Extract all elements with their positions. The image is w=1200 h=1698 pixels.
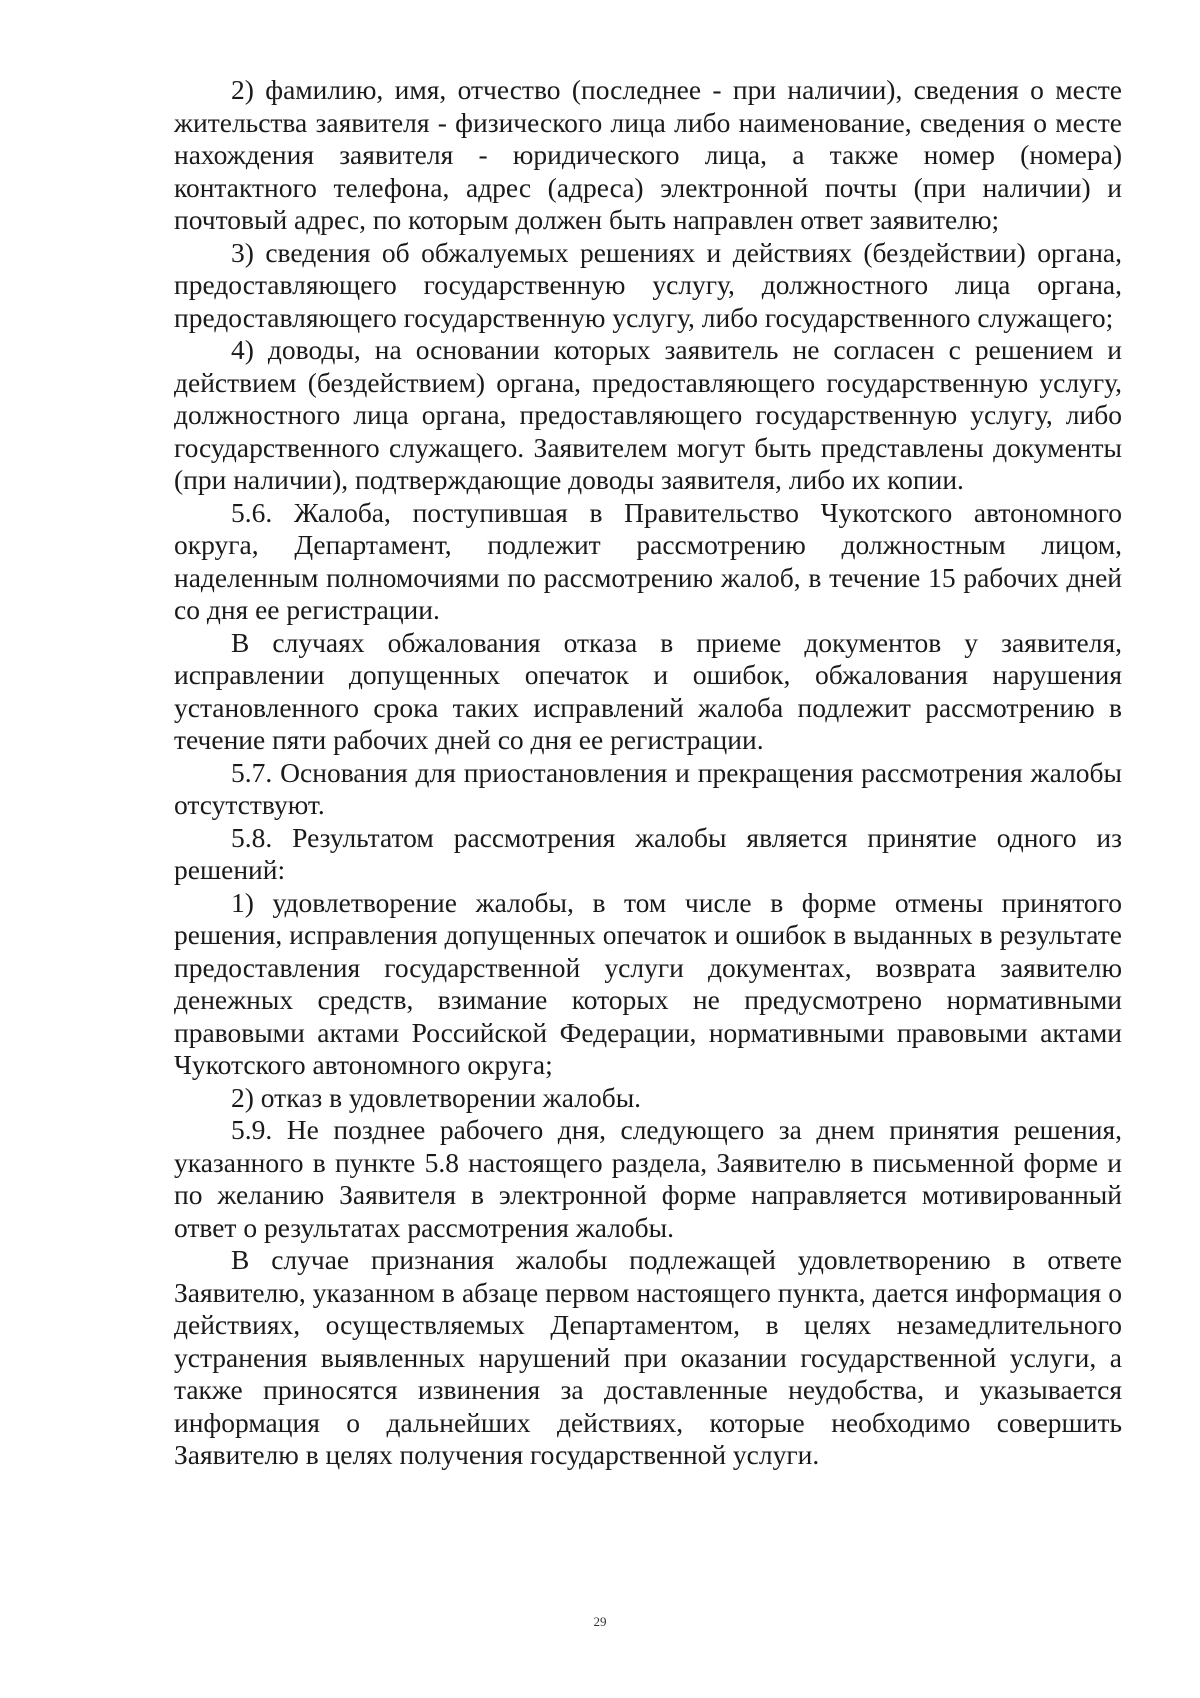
paragraph-item-4-arguments: 4) доводы, на основании которых заявитель не согласен с решением и действием (бездействием) органа, предоставляющего государственную услугу, должностного лица органа, предоставляющего государственную услугу, либо государственного служащего. Заявителем могут быть представлены документы (при наличии), подтверждающие доводы заявителя, либо их копии. [174,334,1122,495]
paragraph-5-8-review-result: 5.8. Результатом рассмотрения жалобы является принятие одного из решений: [174,821,1122,885]
paragraph-5-9-response: 5.9. Не позднее рабочего дня, следующего за днем принятия решения, указанного в пункте 5.8 настоящего раздела, Заявителю в письменной форме и по желанию Заявителя в электронной форме направляется мотивированный ответ о результатах рассмотрения жалобы. [174,1114,1122,1243]
paragraph-item-2-applicant-details: 2) фамилию, имя, отчество (последнее - при наличии), сведения о месте жительства заявителя - физического лица либо наименование, сведения о месте нахождения заявителя - юридического лица, а также номер (номера) контактного телефона, адрес (адреса) электронной почты (при наличии) и почтовый адрес, по которым должен быть направлен ответ заявителю; [174,74,1122,235]
paragraph-item-3-appealed-decisions: 3) сведения об обжалуемых решениях и действиях (бездействии) органа, предоставляющего государственную услугу, должностного лица органа, предоставляющего государственную услугу, либо государственного служащего; [174,236,1122,333]
paragraph-result-2-refusal: 2) отказ в удовлетворении жалобы. [231,1081,642,1113]
paragraph-result-1-satisfaction: 1) удовлетворение жалобы, в том числе в форме отмены принятого решения, исправления допущенных опечаток и ошибок в выданных в результате предоставления государственной услуги документах, возврата заявителю денежных средств, взимание которых не предусмотрено нормативными правовыми актами Российской Федерации, нормативными правовыми актами Чукотского автономного округа; [174,886,1122,1080]
document-body [174,74,1122,1472]
paragraph-5-6-complaint-review: 5.6. Жалоба, поступившая в Правительство Чукотского автономного округа, Департамент, подлежит рассмотрению должностным лицом, наделенным полномочиями по рассмотрению жалоб, в течение 15 рабочих дней со дня ее регистрации. [174,496,1122,625]
paragraph-5-7-no-suspension: 5.7. Основания для приостановления и прекращения рассмотрения жалобы отсутствуют. [174,756,1122,820]
paragraph-refusal-appeal-term: В случаях обжалования отказа в приеме документов у заявителя, исправлении допущенных опечаток и ошибок, обжалования нарушения установленного срока таких исправлений жалоба подлежит рассмотрению в течение пяти рабочих дней со дня ее регистрации. [174,626,1122,755]
page-number: 29 [593,1614,607,1629]
paragraph-satisfied-complaint-info: В случае признания жалобы подлежащей удовлетворению в ответе Заявителю, указанном в абзаце первом настоящего пункта, дается информация о действиях, осуществляемых Департаментом, в целях незамедлительного устранения выявленных нарушений при оказании государственной услуги, а также приносятся извинения за доставленные неудобства, и указывается информация о дальнейших действиях, которые необходимо совершить Заявителю в целях получения государственной услуги. [174,1244,1122,1470]
